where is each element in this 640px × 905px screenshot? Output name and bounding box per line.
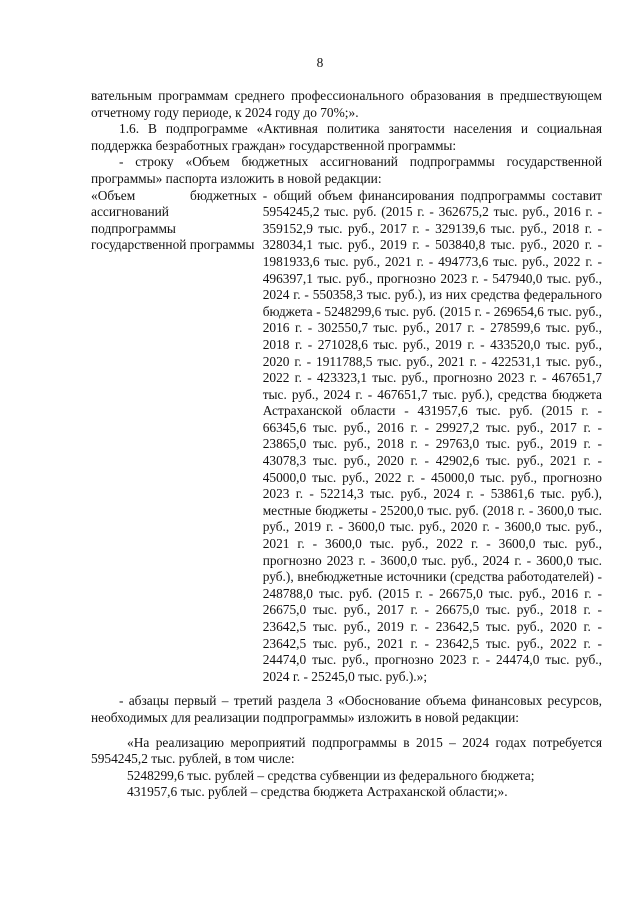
page-number: 8 xyxy=(316,55,324,70)
paragraph-funding-regional: 431957,6 тыс. рублей – средства бюджета Астраханской области;». xyxy=(127,784,508,800)
passport-table xyxy=(91,188,602,686)
paragraph-continuation: вательным программам среднего профессионального образования в предшествующем отчетному году периоде, к 2024 году до 70%;». xyxy=(91,88,602,120)
paragraph-section-3: - абзацы первый – третий раздела 3 «Обоснование объема финансовых ресурсов, необходимых для реализации подпрограммы» изложить в новой редакции: xyxy=(91,693,602,725)
passport-table-value: - общий объем финансирования подпрограммы составит 5954245,2 тыс. руб. (2015 г. - 362675,2 тыс. руб., 2016 г. - 359152,9 тыс. руб., 2017 г. - 329139,6 тыс. руб., 2018 г. - 328034,1 тыс. руб., 2019 г. - 503840,8 тыс. руб., 2020 г. - 1981933,6 тыс. руб., 2021 г. - 494773,6 тыс. руб., 2022 г. - 496397,1 тыс. руб., прогнозно 2023 г. - 547940,0 тыс. руб., 2024 г. - 550358,3 тыс. руб.), из них средства федерального бюджета - 5248299,6 тыс. руб. (2015 г. - 269654,6 тыс. руб., 2016 г. - 302550,7 тыс. руб., 2017 г. - 278599,6 тыс. руб., 2018 г. - 271028,6 тыс. руб., 2019 г. - 433520,0 тыс. руб., 2020 г. - 1911788,5 тыс. руб., 2021 г. - 422531,1 тыс. руб., 2022 г. - 423323,1 тыс. руб., прогнозно 2023 г. - 467651,7 тыс. руб., 2024 г. - 467651,7 тыс. руб.), средства бюджета Астраханской области - 431957,6 тыс. руб. (2015 г. - 66345,6 тыс. руб., 2016 г. - 29927,2 тыс. руб., 2017 г. - 23865,0 тыс. руб., 2018 г. - 29763,0 тыс. руб., 2019 г. - 43078,3 тыс. руб., 2020 г. - 42902,6 тыс. руб., 2021 г. - 45000,0 тыс. руб., 2022 г. - 45000,0 тыс. руб., прогнозно 2023 г. - 52214,3 тыс. руб., 2024 г. - 53861,6 тыс. руб.), местные бюджеты - 25200,0 тыс. руб. (2018 г. - 3600,0 тыс. руб., 2019 г. - 3600,0 тыс. руб., 2020 г. - 3600,0 тыс. руб., 2021 г. - 3600,0 тыс. руб., 2022 г. - 3600,0 тыс. руб., прогнозно 2023 г. - 3600,0 тыс. руб., 2024 г. - 3600,0 тыс. руб.), внебюджетные источники (средства работодателей) - 248788,0 тыс. руб. (2015 г. - 26675,0 тыс. руб., 2016 г. - 26675,0 тыс. руб., 2017 г. - 26675,0 тыс. руб., 2018 г. - 23642,5 тыс. руб., 2019 г. - 23642,5 тыс. руб., 2020 г. - 23642,5 тыс. руб., 2021 г. - 23642,5 тыс. руб., 2022 г. - 24474,0 тыс. руб., прогнозно 2023 г. - 24474,0 тыс. руб., 2024 г. - 25245,0 тыс. руб.).»; xyxy=(262,187,602,684)
document-body xyxy=(91,88,602,801)
paragraph-section-1-6: 1.6. В подпрограмме «Активная политика занятости населения и социальная поддержка безработных граждан» государственной программы: xyxy=(91,121,602,153)
paragraph-funding-total: «На реализацию мероприятий подпрограммы в 2015 – 2024 годах потребуется 5954245,2 тыс. рублей, в том числе: xyxy=(91,734,602,767)
paragraph-funding-federal: 5248299,6 тыс. рублей – средства субвенции из федерального бюджета; xyxy=(127,767,535,783)
paragraph-passport-row: - строку «Объем бюджетных ассигнований подпрограммы государственной программы» паспорта изложить в новой редакции: xyxy=(91,154,602,186)
passport-table-label: «Объем бюджетных ассигнований подпрограммы государственной программы xyxy=(91,187,257,253)
